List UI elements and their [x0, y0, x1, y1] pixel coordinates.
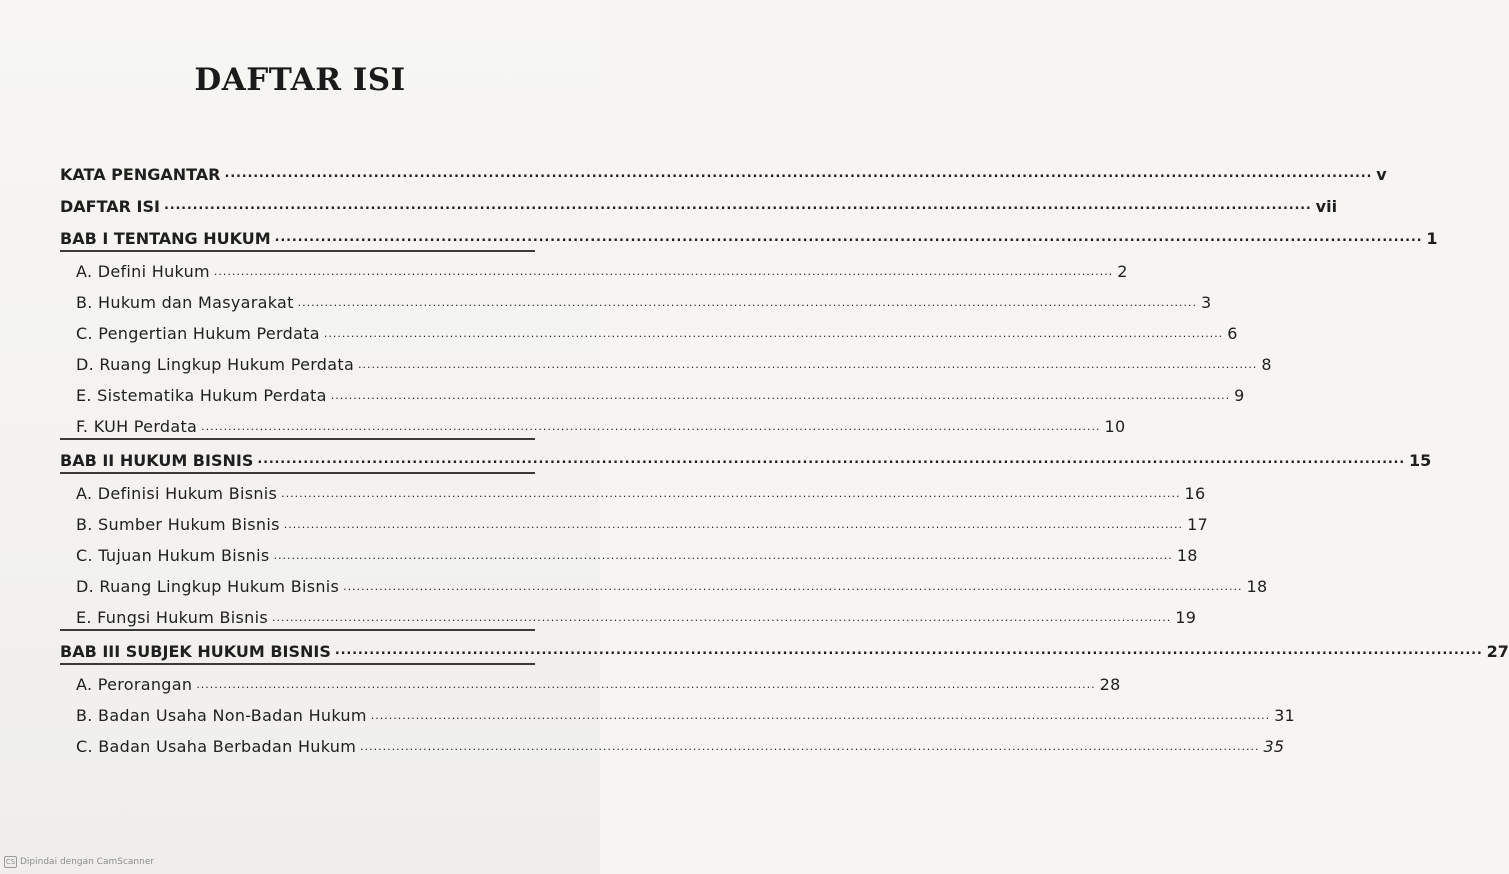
toc-entry-label: DAFTAR ISI	[60, 197, 160, 216]
dot-leader: ........................................................................................................................................................................................................	[201, 420, 1101, 433]
dot-leader: ........................................................................................................................................................................................................	[213, 265, 1114, 278]
toc-section	[60, 314, 1238, 345]
toc-entry-page: v	[1376, 165, 1387, 184]
toc-section-page: 16	[1184, 484, 1206, 503]
toc-section-label: E. Sistematika Hukum Perdata	[76, 386, 327, 405]
toc-section-label: A. Perorangan	[76, 675, 193, 694]
toc-section-page: 3	[1201, 293, 1212, 312]
toc-section-label: D. Ruang Lingkup Hukum Bisnis	[76, 577, 340, 596]
toc-section	[60, 252, 1128, 283]
dot-leader: ........................................................................................................................................................................................................	[330, 389, 1231, 402]
toc-section	[60, 665, 1121, 696]
toc-section-page: 28	[1099, 675, 1121, 694]
toc-section	[60, 376, 1245, 407]
table-of-contents	[60, 154, 1509, 758]
toc-section-page: 18	[1246, 577, 1268, 596]
toc-section-page: 17	[1187, 515, 1209, 534]
dot-leader: ........................................................................................................................................................................................................	[358, 358, 1258, 371]
toc-section-label: C. Tujuan Hukum Bisnis	[76, 546, 270, 565]
toc-section-page: 18	[1176, 546, 1198, 565]
dot-leader: ........................................................................................................................................................................................................	[257, 452, 1406, 467]
toc-section-page: 6	[1227, 324, 1238, 343]
dot-leader: ........................................................................................................................................................................................................	[370, 709, 1271, 722]
dot-leader: ........................................................................................................................................................................................................	[163, 198, 1312, 213]
dot-leader: ........................................................................................................................................................................................................	[196, 678, 1096, 691]
toc-section-label: E. Fungsi Hukum Bisnis	[76, 608, 268, 627]
toc-section-label: C. Pengertian Hukum Perdata	[76, 324, 320, 343]
dot-leader: ........................................................................................................................................................................................................	[281, 487, 1181, 500]
toc-section	[60, 567, 1268, 598]
toc-section	[60, 407, 1126, 438]
page-title: DAFTAR ISI	[194, 62, 406, 98]
toc-section-page: 9	[1234, 386, 1245, 405]
dot-leader: ........................................................................................................................................................................................................	[274, 230, 1423, 245]
toc-chapter-bab-3	[60, 631, 1509, 663]
toc-entry-label: KATA PENGANTAR	[60, 165, 221, 184]
toc-section	[60, 727, 1285, 758]
toc-section-label: D. Ruang Lingkup Hukum Perdata	[76, 355, 355, 374]
toc-section-page: 2	[1117, 262, 1128, 281]
dot-leader: ........................................................................................................................................................................................................	[271, 611, 1172, 624]
toc-section-page: 31	[1274, 706, 1296, 725]
dot-leader: ........................................................................................................................................................................................................	[283, 518, 1184, 531]
toc-section	[60, 696, 1296, 727]
toc-section	[60, 283, 1212, 314]
toc-section-label: A. Defini Hukum	[76, 262, 210, 281]
dot-leader: ........................................................................................................................................................................................................	[273, 549, 1173, 562]
toc-entry-page: vii	[1315, 197, 1338, 216]
toc-section-label: F. KUH Perdata	[76, 417, 198, 436]
toc-section-label: C. Badan Usaha Berbadan Hukum	[76, 737, 357, 756]
dot-leader: ........................................................................................................................................................................................................	[343, 580, 1243, 593]
toc-entry-kata-pengantar	[60, 154, 1387, 186]
dot-leader: ........................................................................................................................................................................................................	[297, 296, 1197, 309]
dot-leader: ........................................................................................................................................................................................................	[360, 740, 1260, 753]
toc-chapter-label: BAB III SUBJEK HUKUM BISNIS	[60, 642, 331, 661]
toc-section-label: A. Definisi Hukum Bisnis	[76, 484, 278, 503]
toc-section-page: 19	[1175, 608, 1197, 627]
dot-leader: ........................................................................................................................................................................................................	[334, 643, 1483, 658]
toc-section	[60, 598, 1197, 629]
toc-section-page: 8	[1261, 355, 1272, 374]
toc-section	[60, 474, 1206, 505]
toc-chapter-label: BAB II HUKUM BISNIS	[60, 451, 254, 470]
toc-chapter-label: BAB I TENTANG HUKUM	[60, 229, 271, 248]
watermark-text: Dipindai dengan CamScanner	[20, 857, 155, 867]
toc-chapter-bab-1	[60, 218, 1438, 250]
toc-chapter-page: 15	[1409, 451, 1432, 470]
dot-leader: ........................................................................................................................................................................................................	[323, 327, 1224, 340]
toc-chapter-page: 1	[1426, 229, 1438, 248]
toc-section	[60, 505, 1209, 536]
toc-section	[60, 536, 1198, 567]
camscanner-icon: CS	[5, 858, 16, 866]
scanner-watermark	[4, 856, 154, 868]
toc-section-page: 35	[1263, 737, 1285, 756]
toc-section-label: B. Badan Usaha Non-Badan Hukum	[76, 706, 367, 725]
dot-leader: ........................................................................................................................................................................................................	[224, 166, 1373, 181]
toc-section-label: B. Hukum dan Masyarakat	[76, 293, 294, 312]
toc-chapter-page: 27	[1486, 642, 1509, 661]
toc-section	[60, 345, 1272, 376]
toc-section-page: 10	[1104, 417, 1126, 436]
toc-entry-daftar-isi	[60, 186, 1338, 218]
toc-chapter-bab-2	[60, 440, 1432, 472]
toc-section-label: B. Sumber Hukum Bisnis	[76, 515, 280, 534]
